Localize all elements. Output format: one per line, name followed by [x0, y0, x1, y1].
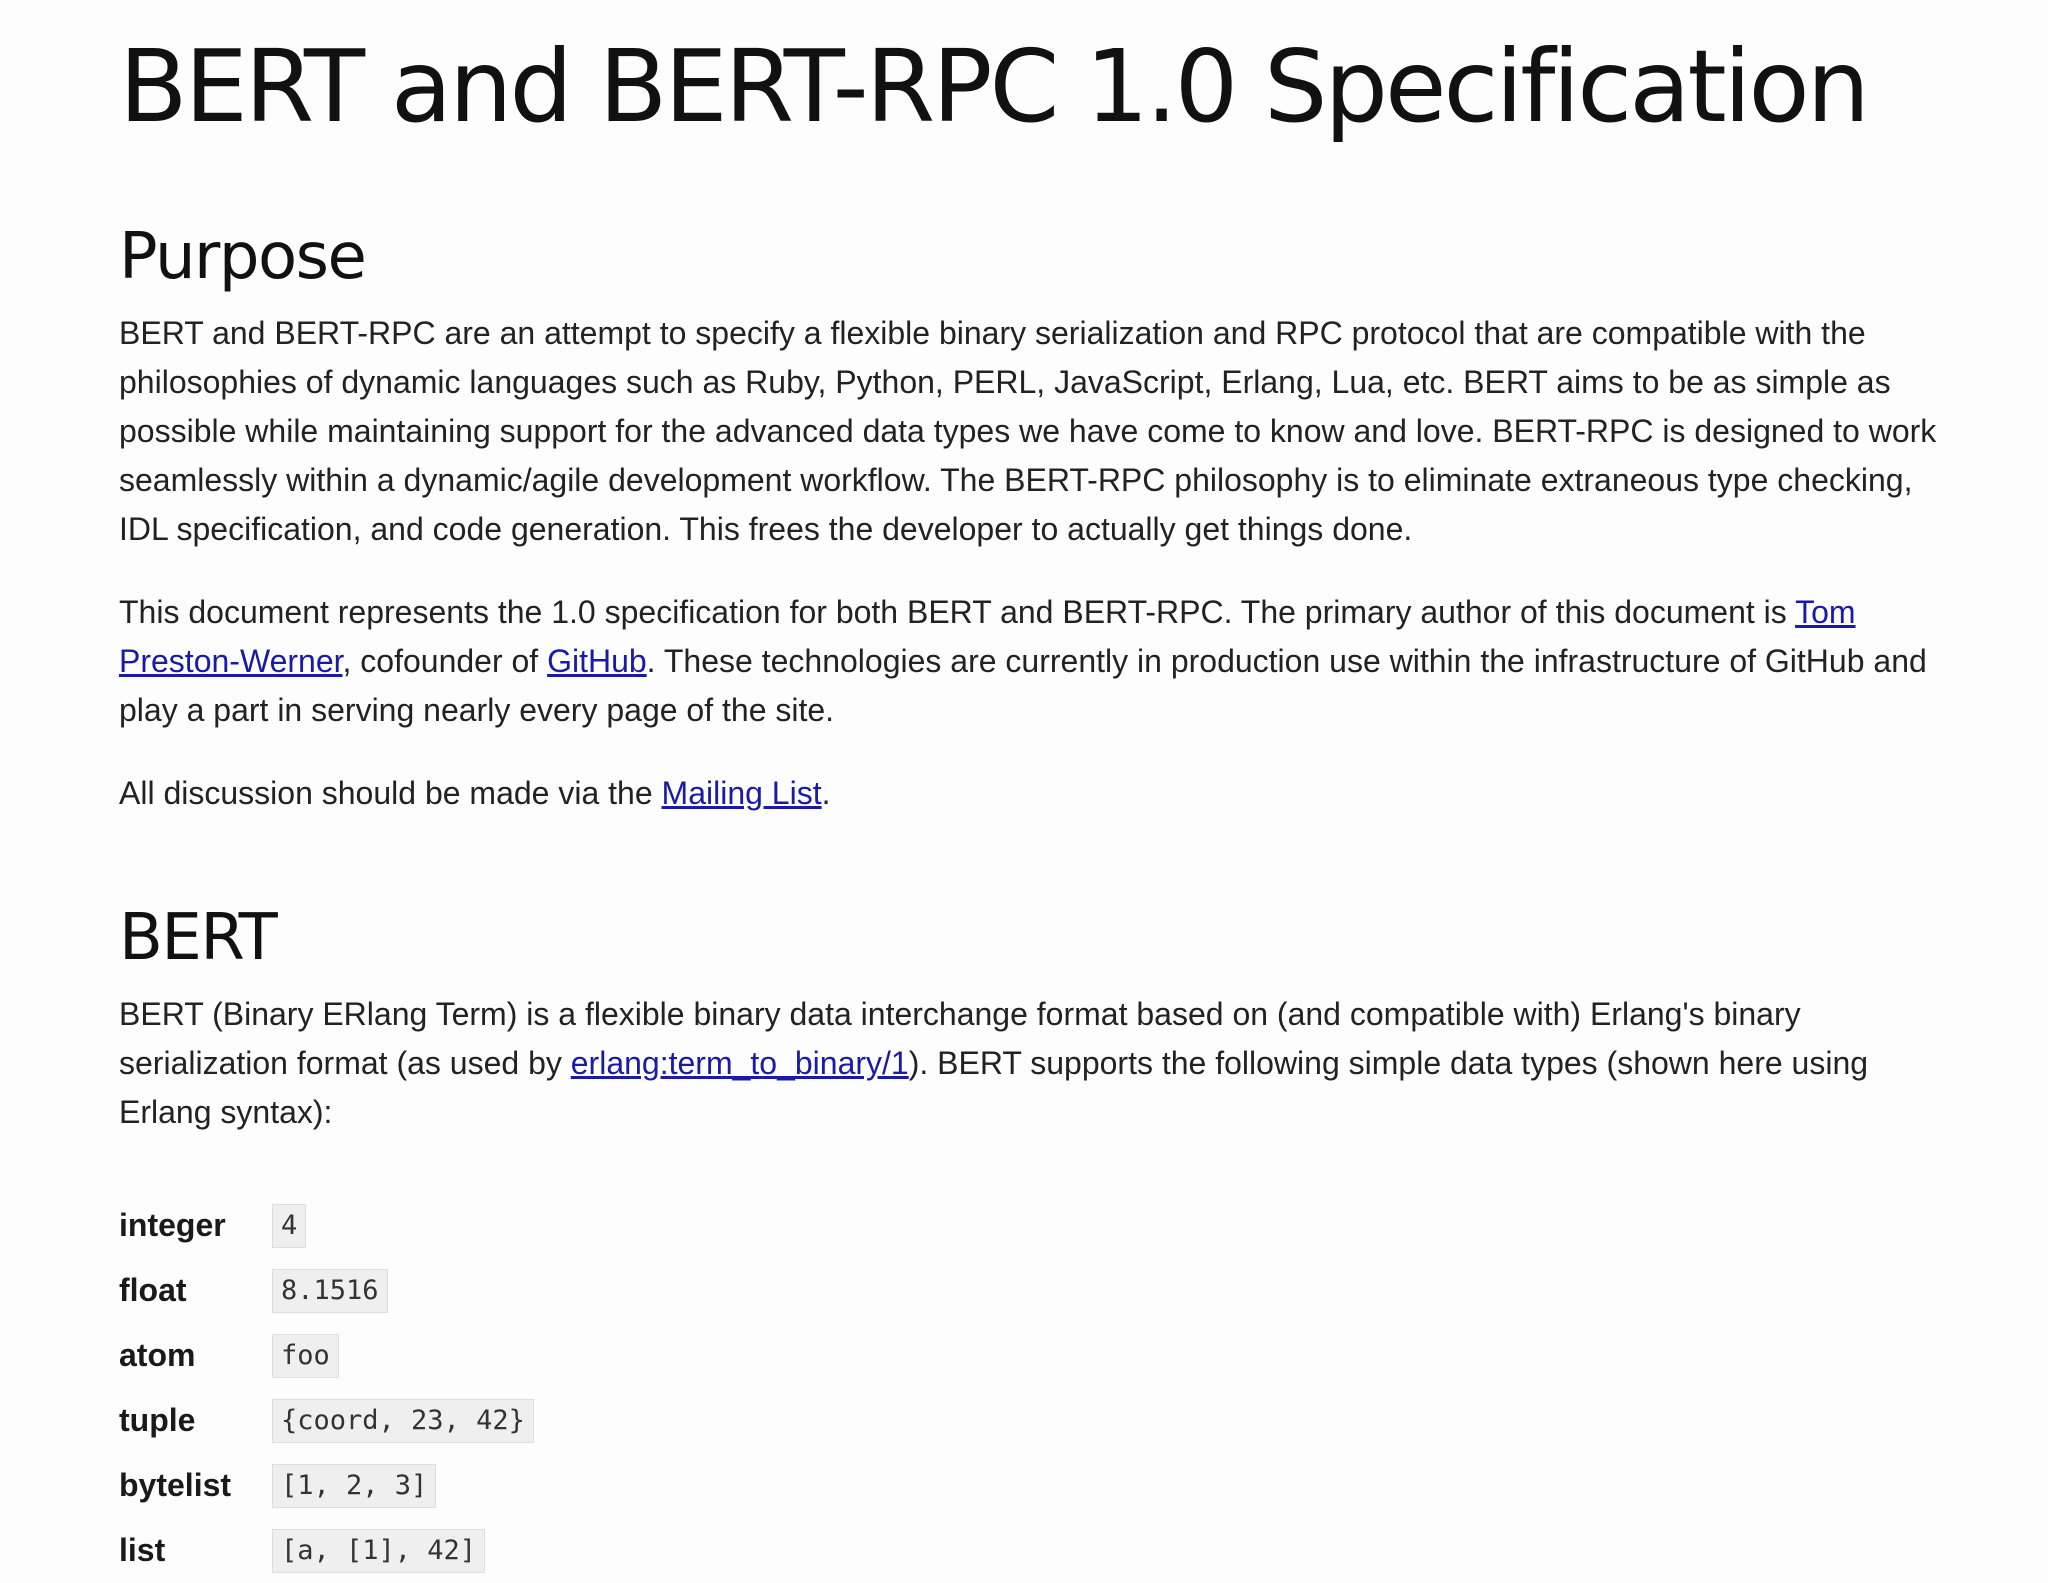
data-type-example: {coord, 23, 42} [272, 1399, 534, 1443]
data-type-name: bytelist [119, 1467, 232, 1503]
data-type-example: 8.1516 [272, 1269, 388, 1313]
document-page [0, 28, 2048, 1573]
data-type-name: list [119, 1532, 166, 1568]
text-span: All discussion should be made via the [119, 775, 662, 811]
purpose-paragraph-2 [119, 588, 1958, 735]
data-type-name: integer [119, 1207, 226, 1243]
data-type-row [119, 1258, 1958, 1323]
data-type-name: atom [119, 1337, 196, 1373]
data-type-name: float [119, 1272, 187, 1308]
data-type-row [119, 1518, 1958, 1583]
page-title: BERT and BERT-RPC 1.0 Specification [119, 28, 1868, 145]
purpose-heading: Purpose [119, 220, 366, 294]
data-type-name: tuple [119, 1402, 196, 1438]
data-types-list [119, 1193, 1958, 1583]
author-link[interactable]: Tom Preston-Werner [119, 594, 1856, 679]
term-to-binary-link[interactable]: erlang:term_to_binary/1 [570, 1045, 909, 1081]
data-type-row [119, 1453, 1958, 1518]
data-type-row [119, 1388, 1958, 1453]
text-span: This document represents the 1.0 specification for both BERT and BERT-RPC. The primary author of this document is [119, 594, 1796, 630]
bert-heading: BERT [119, 901, 277, 975]
purpose-paragraph-1: BERT and BERT-RPC are an attempt to specify a flexible binary serialization and RPC protocol that are compatible with the philosophies of dynamic languages such as Ruby, Python, PERL, JavaScript, Erlang, Lua, etc. BERT aims to be as simple as possible while maintaining support for the advanced data types we have come to know and love. BERT-RPC is designed to work seamlessly within a dynamic/agile development workflow. The BERT-RPC philosophy is to eliminate extraneous type checking, IDL specification, and code generation. This frees the developer to actually get things done. [119, 315, 1937, 547]
data-type-example: [1, 2, 3] [272, 1464, 436, 1508]
bert-paragraph [119, 990, 1958, 1137]
data-type-row [119, 1323, 1958, 1388]
github-link[interactable]: GitHub [547, 643, 647, 679]
data-type-example: [a, [1], 42] [272, 1529, 485, 1573]
data-type-row [119, 1193, 1958, 1258]
data-type-example: foo [272, 1334, 339, 1378]
text-span: ). BERT supports the following simple data types (shown here using Erlang syntax): [119, 1045, 1869, 1130]
mailing-list-link[interactable]: Mailing List [661, 775, 822, 811]
text-span: , cofounder of [342, 643, 548, 679]
text-span: . These technologies are currently in production use within the infrastructure of GitHub and play a part in serving nearly every page of the site. [119, 643, 1927, 728]
text-span: BERT (Binary ERlang Term) is a flexible binary data interchange format based on (and compatible with) Erlang's binary serialization format (as used by [119, 996, 1801, 1081]
purpose-paragraph-3 [119, 769, 1958, 818]
data-type-example: 4 [272, 1204, 306, 1248]
text-span: . [821, 775, 831, 811]
